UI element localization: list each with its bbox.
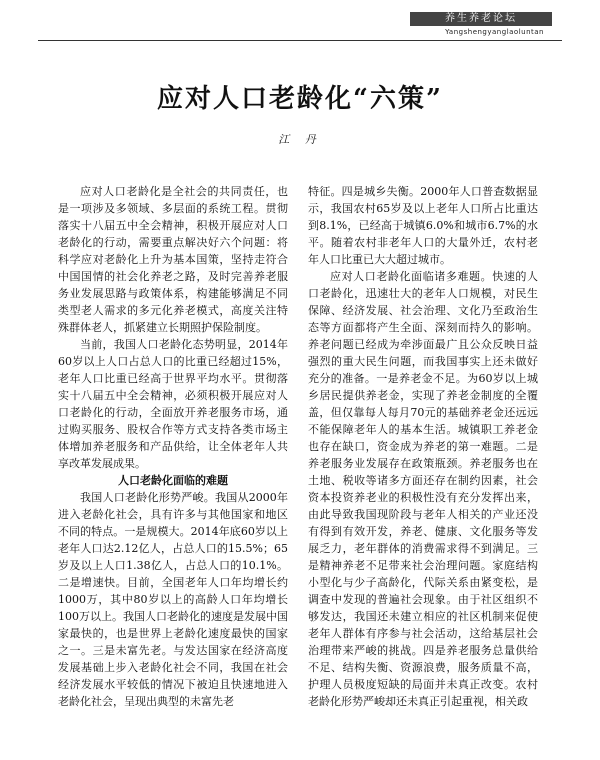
section-heading: 人口老龄化面临的难题: [118, 474, 228, 487]
paragraph: 特征。四是城乡失衡。2000年人口普查数据显示，我国农村65岁及以上老年人口所占比重达到8.1%，已经高于城镇6.0%和城市6.7%的水平。随着农村非老年人口的大量外迁，农村老年人口比重已大大超过城市。: [308, 185, 538, 266]
article-title: 应对人口老龄化“六策”: [157, 84, 443, 114]
left-column: [58, 183, 288, 710]
header-rule: [38, 40, 562, 41]
paragraph: 应对人口老龄化面临诸多难题。快速的人口老龄化，迅速壮大的老年人口规模，对民生保障、经济发展、社会治理、文化乃至政治生态等方面都将产生全面、深刻而持久的影响。养老问题已经成为牵涉面最广且公众反映日益强烈的重大民生问题，而我国事实上还未做好充分的准备。一是养老金不足。为60岁以上城乡居民提供养老金，实现了养老金制度的全覆盖，但仅靠每人每月70元的基础养老金还远远不能保障老年人的基本生活。城镇职工养老金也存在缺口，资金成为养老的第一难题。二是养老服务业发展存在政策瓶颈。养老服务也在土地、税收等诸多方面还存在制约因素，社会资本投资养老业的积极性没有充分发挥出来，由此导致我国现阶段与老年人相关的产业还没有得到有效开发，养老、健康、文化服务等发展乏力，老年群体的消费需求得不到满足。三是精神养老不足带来社会治理问题。家庭结构小型化与少子高龄化，代际关系由紧变松，是调查中发现的普遍社会现象。由于社区组织不够发达，我国还未建立相应的社区机制来促使老年人群体有序参与社会活动，这给基层社会治理带来严峻的挑战。四是养老服务总量供给不足、结构失衡、资源浪费，服务质量不高，护理人员极度短缺的局面并未真正改变。农村老龄化形势严峻却还未真正引起重视，相关政: [308, 270, 538, 708]
right-column: [308, 183, 538, 710]
paragraph: 我国人口老龄化形势严峻。我国从2000年进入老龄化社会，具有许多与其他国家和地区不同的特点。一是规模大。2014年底60岁以上老年人口达2.12亿人，占总人口的15.5%；65岁及以上人口1.38亿人，占总人口的10.1%。二是增速快。目前，全国老年人口年均增长约1000万，其中80岁以上的高龄人口年均增长100万以上。我国人口老龄化的速度是发展中国家最快的，也是世界上老龄化速度最快的国家之一。三是未富先老。与发达国家在经济高度发展基础上步入老龄化社会不同，我国在社会经济发展水平较低的情况下被迫且快速地进入老龄化社会，呈现出典型的未富先老: [58, 491, 288, 708]
paragraph: 应对人口老龄化是全社会的共同责任，也是一项涉及多领域、多层面的系统工程。贯彻落实十八届五中全会精神，积极开展应对人口老龄化的行动，需要重点解决好六个问题：将科学应对老龄化上升为基本国策，坚持走符合中国国情的社会化养老之路，及时完善养老服务业发展思路与政策体系，构建能够满足不同类型老人需求的多元化养老模式，高度关注特殊群体老人，抓紧建立长期照护保险制度。: [58, 185, 288, 334]
journal-header: [0, 6, 600, 42]
article-author: 江 丹: [278, 133, 322, 146]
journal-title: 养生养老论坛: [410, 12, 552, 26]
journal-pinyin: Yangshengyanglaoluntan: [445, 28, 544, 36]
paragraph: 当前，我国人口老龄化态势明显，2014年60岁以上人口占总人口的比重已经超过15%，老年人口比重已经高于世界平均水平。贯彻落实十八届五中全会精神，必须积极开展应对人口老龄化的行动，全面放开养老服务市场，通过购买服务、股权合作等方式支持各类市场主体增加养老服务和产品供给，让全体老年人共享改革发展成果。: [58, 338, 288, 470]
